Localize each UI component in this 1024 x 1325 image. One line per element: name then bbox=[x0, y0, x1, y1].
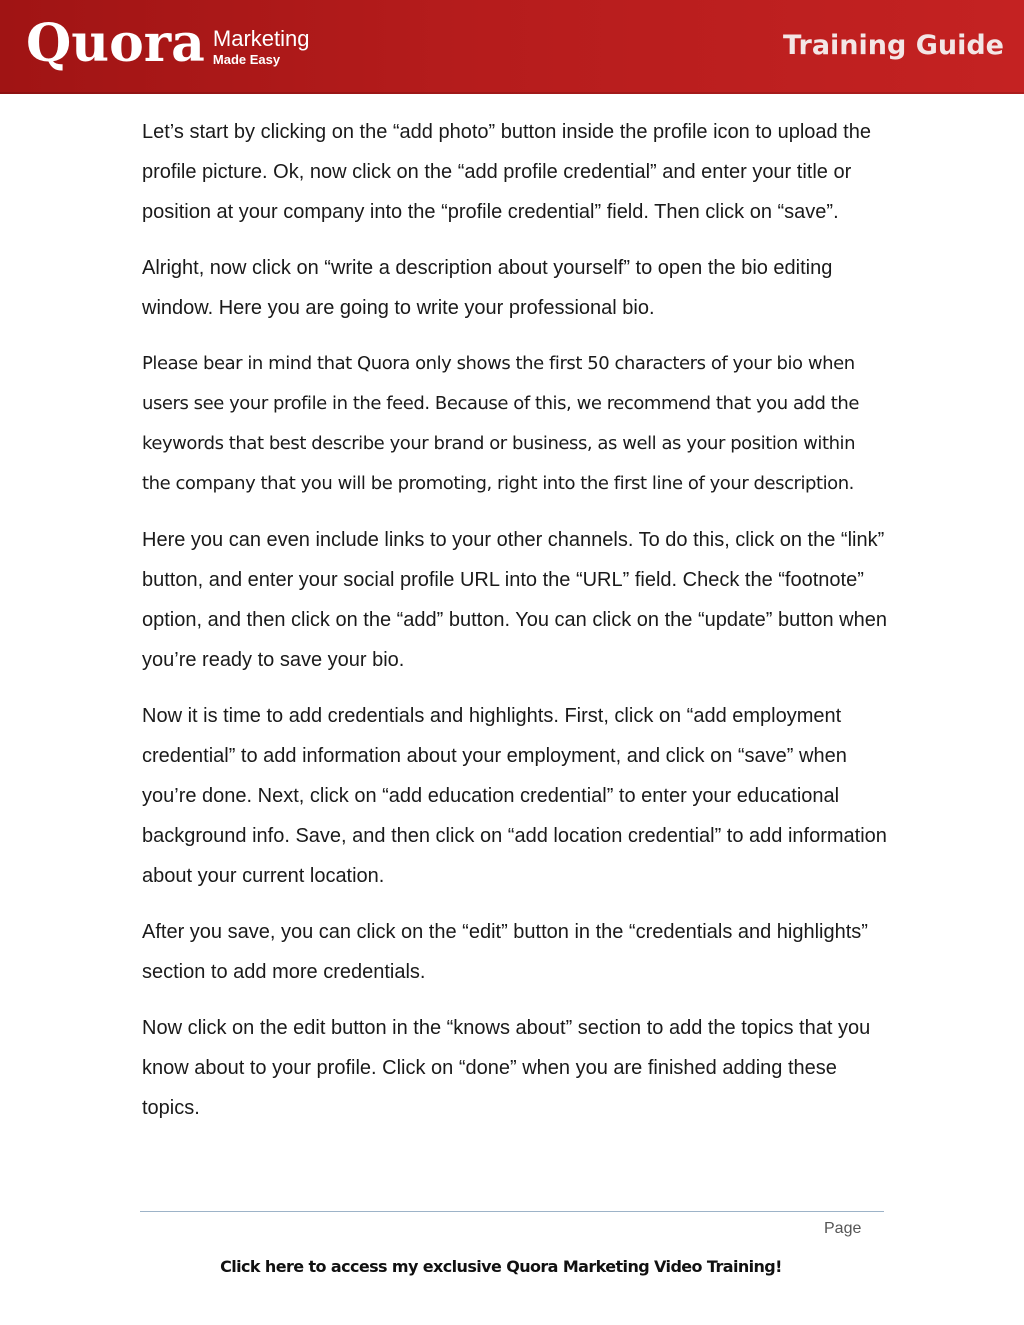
header-banner bbox=[0, 0, 1024, 94]
logo-tagline-line2: Made Easy bbox=[212, 52, 281, 67]
paragraph-bio-characters: Please bear in mind that Quora only shows the first 50 characters of your bio when users see your profile in the feed. Because of this, we recommend that you add the keywords that best describe your brand or business, as well as your position within the company that you will be promoting, right into the first line of your description. bbox=[142, 353, 859, 494]
document-body bbox=[142, 112, 887, 1144]
logo-tagline-line1: Marketing bbox=[212, 26, 310, 51]
paragraph-links: Here you can even include links to your other channels. To do this, click on the “link” button, and enter your social profile URL into the “URL” field. Check the “footnote” option, and then click on the “add” button. You can click on the “update” button when you’re ready to save your bio. bbox=[142, 529, 887, 671]
page-label: Page bbox=[824, 1220, 862, 1237]
footer-divider bbox=[140, 1211, 884, 1212]
logo-tagline bbox=[213, 28, 310, 68]
quora-marketing-logo bbox=[26, 14, 309, 74]
paragraph-bio-intro: Alright, now click on “write a description about yourself” to open the bio editing window. Here you are going to write your professional bio. bbox=[142, 257, 833, 319]
paragraph-credentials: Now it is time to add credentials and highlights. First, click on “add employment credential” to add information about your employment, and click on “save” when you’re done. Next, click on “add education credential” to enter your educational background info. Save, and then click on “add location credential” to add information about your current location. bbox=[142, 705, 887, 887]
document-title: Training Guide bbox=[783, 30, 1004, 61]
paragraph-knows-about: Now click on the edit button in the “knows about” section to add the topics that you know about to your profile. Click on “done” when you are finished adding these topics. bbox=[142, 1017, 871, 1119]
paragraph-edit-credentials: After you save, you can click on the “edit” button in the “credentials and highlights” section to add more credentials. bbox=[142, 921, 868, 983]
video-training-link[interactable]: Click here to access my exclusive Quora Marketing Video Training! bbox=[220, 1257, 782, 1276]
logo-wordmark: Quora bbox=[26, 13, 205, 74]
paragraph-add-photo: Let’s start by clicking on the “add photo” button inside the profile icon to upload the profile picture. Ok, now click on the “add profile credential” and enter your title or position at your company into the “profile credential” field. Then click on “save”. bbox=[142, 121, 871, 223]
